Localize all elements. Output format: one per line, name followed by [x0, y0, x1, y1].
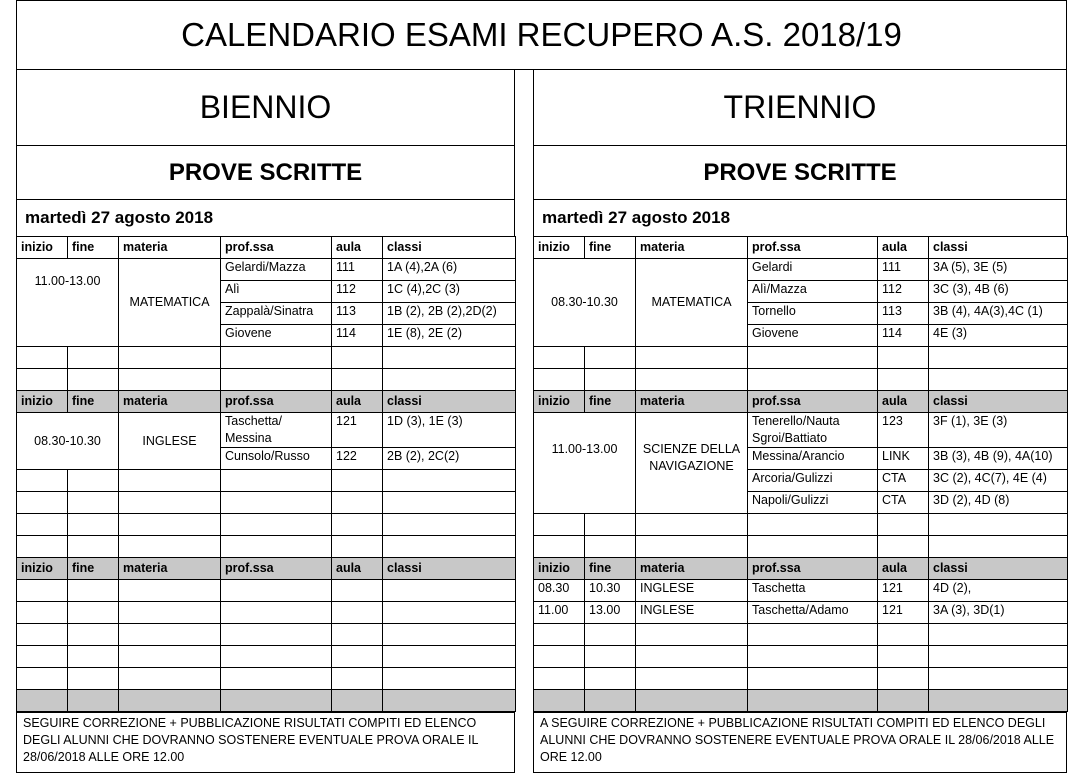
prof-cell: Tornello	[748, 303, 878, 325]
col-fine: fine	[585, 391, 636, 413]
col-aula: aula	[878, 237, 929, 259]
prof-cell: Taschetta	[748, 580, 878, 602]
empty-row	[17, 470, 516, 492]
aula-cell: LINK	[878, 448, 929, 470]
triennio-footer-note: A SEGUIRE CORREZIONE + PUBBLICAZIONE RISULTATI COMPITI ED ELENCO DEGLI ALUNNI CHE DOVRANNO SOSTENERE EVENTUALE PROVA ORALE IL 28/06/2018 ALLE ORE 12.00	[533, 712, 1067, 773]
classi-cell: 1D (3), 1E (3)	[383, 413, 516, 448]
aula-cell: 111	[878, 259, 929, 281]
col-materia: materia	[119, 558, 221, 580]
col-classi: classi	[383, 237, 516, 259]
classi-cell: 4D (2),	[929, 580, 1068, 602]
col-prof: prof.ssa	[221, 391, 332, 413]
classi-cell: 4E (3)	[929, 325, 1068, 347]
prof-cell: Napoli/Gulizzi	[748, 492, 878, 514]
aula-cell: 114	[332, 325, 383, 347]
table-header-row	[17, 558, 516, 580]
empty-row	[534, 668, 1068, 690]
col-prof: prof.ssa	[748, 558, 878, 580]
aula-cell: 113	[332, 303, 383, 325]
materia-cell: INGLESE	[636, 602, 748, 624]
prof-cell: Messina/Arancio	[748, 448, 878, 470]
col-classi: classi	[929, 558, 1068, 580]
classi-cell: 1C (4),2C (3)	[383, 281, 516, 303]
col-inizio: inizio	[17, 558, 68, 580]
empty-row	[534, 536, 1068, 558]
biennio-panel	[16, 69, 515, 773]
table-header-row	[534, 558, 1068, 580]
col-prof: prof.ssa	[221, 558, 332, 580]
aula-cell: 121	[878, 580, 929, 602]
time-cell: 08.30-10.30	[534, 259, 636, 347]
prove-scritte-heading: PROVE SCRITTE	[16, 145, 515, 200]
prof-cell: Taschetta/Adamo	[748, 602, 878, 624]
exam-date: martedì 27 agosto 2018	[16, 199, 515, 237]
col-materia: materia	[636, 391, 748, 413]
section-title-biennio: BIENNIO	[16, 69, 515, 146]
prof-cell: Cunsolo/Russo	[221, 448, 332, 470]
classi-cell: 3B (4), 4A(3),4C (1)	[929, 303, 1068, 325]
exam-date: martedì 27 agosto 2018	[533, 199, 1067, 237]
classi-cell: 3B (3), 4B (9), 4A(10)	[929, 448, 1068, 470]
col-prof: prof.ssa	[221, 237, 332, 259]
classi-cell: 1B (2), 2B (2),2D(2)	[383, 303, 516, 325]
col-aula: aula	[878, 558, 929, 580]
empty-row	[534, 514, 1068, 536]
empty-row	[534, 624, 1068, 646]
col-aula: aula	[332, 391, 383, 413]
col-prof: prof.ssa	[748, 391, 878, 413]
prof-cell: Arcoria/Gulizzi	[748, 470, 878, 492]
col-classi: classi	[383, 391, 516, 413]
classi-cell: 3C (3), 4B (6)	[929, 281, 1068, 303]
empty-row	[17, 602, 516, 624]
empty-row	[534, 347, 1068, 369]
aula-cell: 111	[332, 259, 383, 281]
prof-cell: Alì	[221, 281, 332, 303]
classi-cell: 3F (1), 3E (3)	[929, 413, 1068, 448]
empty-row	[17, 514, 516, 536]
triennio-table	[533, 236, 1068, 712]
col-fine: fine	[585, 558, 636, 580]
col-materia: materia	[119, 237, 221, 259]
time-cell: 11.00-13.00	[17, 259, 119, 347]
empty-row	[17, 580, 516, 602]
col-materia: materia	[636, 558, 748, 580]
materia-cell: INGLESE	[636, 580, 748, 602]
col-classi: classi	[383, 558, 516, 580]
prof-cell: Giovene	[221, 325, 332, 347]
table-header-row	[534, 391, 1068, 413]
triennio-panel	[533, 69, 1067, 773]
prof-cell: Taschetta/ Messina	[221, 413, 332, 448]
materia-cell: SCIENZE DELLA NAVIGAZIONE	[636, 413, 748, 514]
col-aula: aula	[878, 391, 929, 413]
page-title: CALENDARIO ESAMI RECUPERO A.S. 2018/19	[16, 0, 1067, 70]
table-header-row	[17, 391, 516, 413]
empty-row	[17, 624, 516, 646]
prof-cell: Giovene	[748, 325, 878, 347]
classi-cell: 3A (5), 3E (5)	[929, 259, 1068, 281]
empty-row	[17, 668, 516, 690]
prof-cell: Tenerello/Nauta Sgroi/Battiato	[748, 413, 878, 448]
fine-cell: 10.30	[585, 580, 636, 602]
prof-cell: Gelardi/Mazza	[221, 259, 332, 281]
classi-cell: 2B (2), 2C(2)	[383, 448, 516, 470]
empty-row	[17, 536, 516, 558]
empty-row	[534, 690, 1068, 712]
biennio-footer-note: SEGUIRE CORREZIONE + PUBBLICAZIONE RISULTATI COMPITI ED ELENCO DEGLI ALUNNI CHE DOVRANNO SOSTENERE EVENTUALE PROVA ORALE IL 28/06/2018 ALLE ORE 12.00	[16, 712, 515, 773]
aula-cell: 121	[332, 413, 383, 448]
fine-cell: 13.00	[585, 602, 636, 624]
col-prof: prof.ssa	[748, 237, 878, 259]
col-inizio: inizio	[534, 558, 585, 580]
col-aula: aula	[332, 237, 383, 259]
section-title-triennio: TRIENNIO	[533, 69, 1067, 146]
col-classi: classi	[929, 237, 1068, 259]
classi-cell: 3C (2), 4C(7), 4E (4)	[929, 470, 1068, 492]
classi-cell: 3D (2), 4D (8)	[929, 492, 1068, 514]
table-row	[17, 259, 516, 281]
biennio-table	[16, 236, 516, 712]
aula-cell: 114	[878, 325, 929, 347]
table-row	[534, 602, 1068, 624]
aula-cell: 112	[332, 281, 383, 303]
empty-row	[17, 369, 516, 391]
col-inizio: inizio	[534, 237, 585, 259]
col-fine: fine	[585, 237, 636, 259]
table-row	[17, 413, 516, 448]
prove-scritte-heading: PROVE SCRITTE	[533, 145, 1067, 200]
col-inizio: inizio	[17, 237, 68, 259]
table-row	[534, 413, 1068, 448]
col-fine: fine	[68, 391, 119, 413]
col-classi: classi	[929, 391, 1068, 413]
col-materia: materia	[636, 237, 748, 259]
time-cell: 08.30-10.30	[17, 413, 119, 470]
table-row	[534, 259, 1068, 281]
table-row	[534, 580, 1068, 602]
col-fine: fine	[68, 237, 119, 259]
materia-cell: INGLESE	[119, 413, 221, 470]
classi-cell: 3A (3), 3D(1)	[929, 602, 1068, 624]
aula-cell: 112	[878, 281, 929, 303]
empty-row	[534, 369, 1068, 391]
col-inizio: inizio	[534, 391, 585, 413]
classi-cell: 1E (8), 2E (2)	[383, 325, 516, 347]
prof-cell: Gelardi	[748, 259, 878, 281]
prof-cell: Zappalà/Sinatra	[221, 303, 332, 325]
aula-cell: 123	[878, 413, 929, 448]
col-materia: materia	[119, 391, 221, 413]
aula-cell: CTA	[878, 492, 929, 514]
classi-cell: 1A (4),2A (6)	[383, 259, 516, 281]
aula-cell: 121	[878, 602, 929, 624]
time-cell: 11.00-13.00	[534, 413, 636, 514]
aula-cell: 113	[878, 303, 929, 325]
aula-cell: CTA	[878, 470, 929, 492]
materia-cell: MATEMATICA	[119, 259, 221, 347]
table-header-row	[17, 237, 516, 259]
inizio-cell: 11.00	[534, 602, 585, 624]
prof-cell: Alì/Mazza	[748, 281, 878, 303]
table-header-row	[534, 237, 1068, 259]
empty-row	[17, 646, 516, 668]
aula-cell: 122	[332, 448, 383, 470]
empty-row	[17, 492, 516, 514]
col-fine: fine	[68, 558, 119, 580]
inizio-cell: 08.30	[534, 580, 585, 602]
col-inizio: inizio	[17, 391, 68, 413]
empty-row	[534, 646, 1068, 668]
empty-row	[17, 347, 516, 369]
empty-row	[17, 690, 516, 712]
materia-cell: MATEMATICA	[636, 259, 748, 347]
col-aula: aula	[332, 558, 383, 580]
